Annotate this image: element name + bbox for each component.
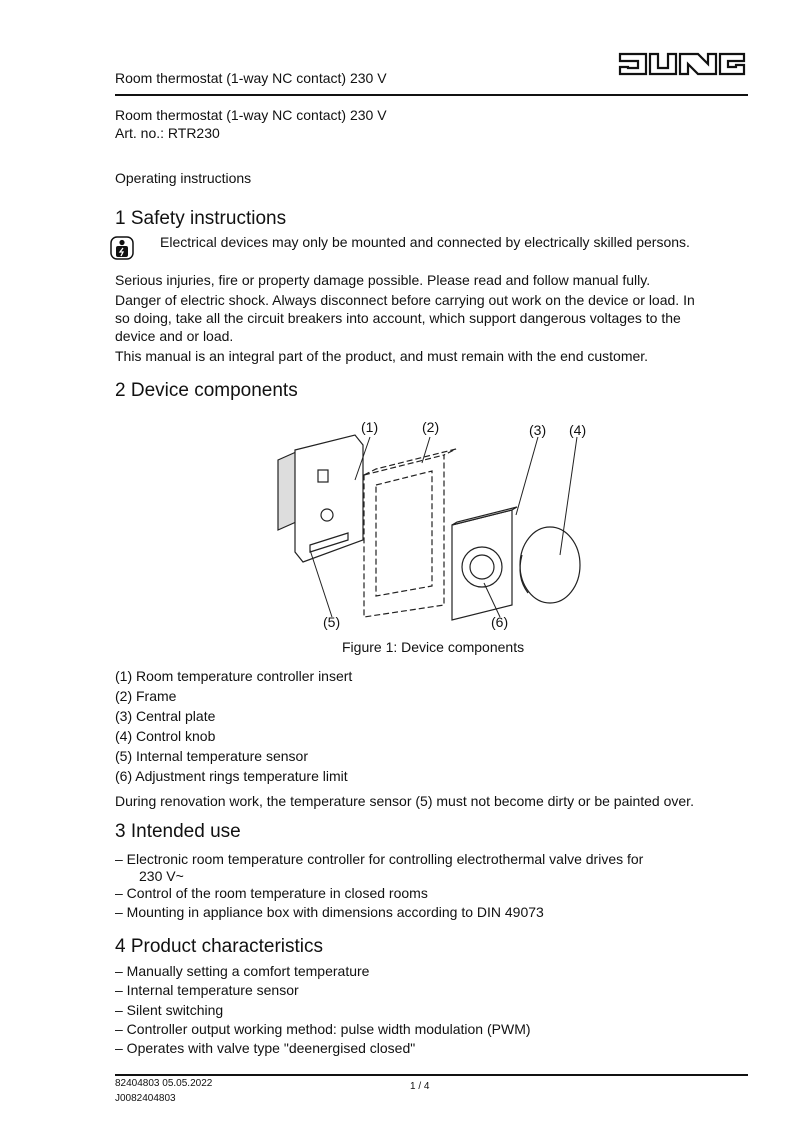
electrician-warning-icon bbox=[110, 236, 134, 260]
figure-label-2: (2) bbox=[422, 419, 440, 435]
components-heading: 2 Device components bbox=[115, 380, 298, 401]
component-item: (3) Central plate bbox=[115, 708, 216, 724]
figure-label-4: (4) bbox=[569, 422, 587, 438]
intended-item: – Control of the room temperature in closed rooms bbox=[115, 885, 428, 901]
jung-logo bbox=[618, 52, 746, 80]
safety-line: Danger of electric shock. Always disconnect before carrying out work on the device or load. In bbox=[115, 292, 695, 308]
renovation-note: During renovation work, the temperature sensor (5) must not become dirty or be painted over. bbox=[115, 793, 694, 809]
figure-label-1: (1) bbox=[361, 419, 379, 435]
footer-doc-id: J0082404803 bbox=[115, 1093, 176, 1104]
characteristic-item: – Controller output working method: pulse width modulation (PWM) bbox=[115, 1021, 531, 1037]
figure-label-6: (6) bbox=[491, 614, 509, 630]
component-item: (6) Adjustment rings temperature limit bbox=[115, 768, 348, 784]
figure-label-3: (3) bbox=[529, 422, 547, 438]
header-title: Room thermostat (1-way NC contact) 230 V bbox=[115, 70, 387, 86]
intended-item: – Mounting in appliance box with dimensions according to DIN 49073 bbox=[115, 904, 544, 920]
article-number: Art. no.: RTR230 bbox=[115, 125, 220, 141]
safety-line: This manual is an integral part of the product, and must remain with the end customer. bbox=[115, 348, 649, 364]
characteristic-item: – Operates with valve type "deenergised closed" bbox=[115, 1040, 416, 1056]
header-rule bbox=[115, 94, 748, 96]
page-number: 1 / 4 bbox=[410, 1081, 430, 1092]
product-name: Room thermostat (1-way NC contact) 230 V bbox=[115, 107, 387, 123]
characteristic-item: – Manually setting a comfort temperature bbox=[115, 963, 370, 979]
component-item: (5) Internal temperature sensor bbox=[115, 748, 308, 764]
component-item: (2) Frame bbox=[115, 688, 177, 704]
footer-rule bbox=[115, 1074, 748, 1076]
figure-caption: Figure 1: Device components bbox=[342, 639, 525, 655]
component-item: (4) Control knob bbox=[115, 728, 216, 744]
safety-line: Electrical devices may only be mounted and connected by electrically skilled persons. bbox=[160, 234, 690, 250]
characteristics-heading: 4 Product characteristics bbox=[115, 936, 324, 957]
figure-label-5: (5) bbox=[323, 614, 341, 630]
component-item: (1) Room temperature controller insert bbox=[115, 668, 353, 684]
safety-line: Serious injuries, fire or property damage possible. Please read and follow manual fully. bbox=[115, 272, 651, 288]
intended-use-heading: 3 Intended use bbox=[115, 821, 241, 842]
device-components-figure bbox=[260, 415, 600, 640]
intended-item: – Electronic room temperature controller for controlling electrothermal valve drives for bbox=[115, 851, 644, 867]
safety-heading: 1 Safety instructions bbox=[115, 208, 287, 229]
exploded-device-drawing bbox=[260, 415, 600, 640]
characteristic-item: – Internal temperature sensor bbox=[115, 982, 299, 998]
safety-line: device and or load. bbox=[115, 328, 234, 344]
intended-item-continuation: 230 V~ bbox=[139, 868, 184, 884]
safety-line: so doing, take all the circuit breakers into account, which support dangerous voltages to the bbox=[115, 310, 681, 326]
footer-doc-date: 82404803 05.05.2022 bbox=[115, 1078, 213, 1089]
characteristic-item: – Silent switching bbox=[115, 1002, 224, 1018]
document-type: Operating instructions bbox=[115, 170, 252, 186]
